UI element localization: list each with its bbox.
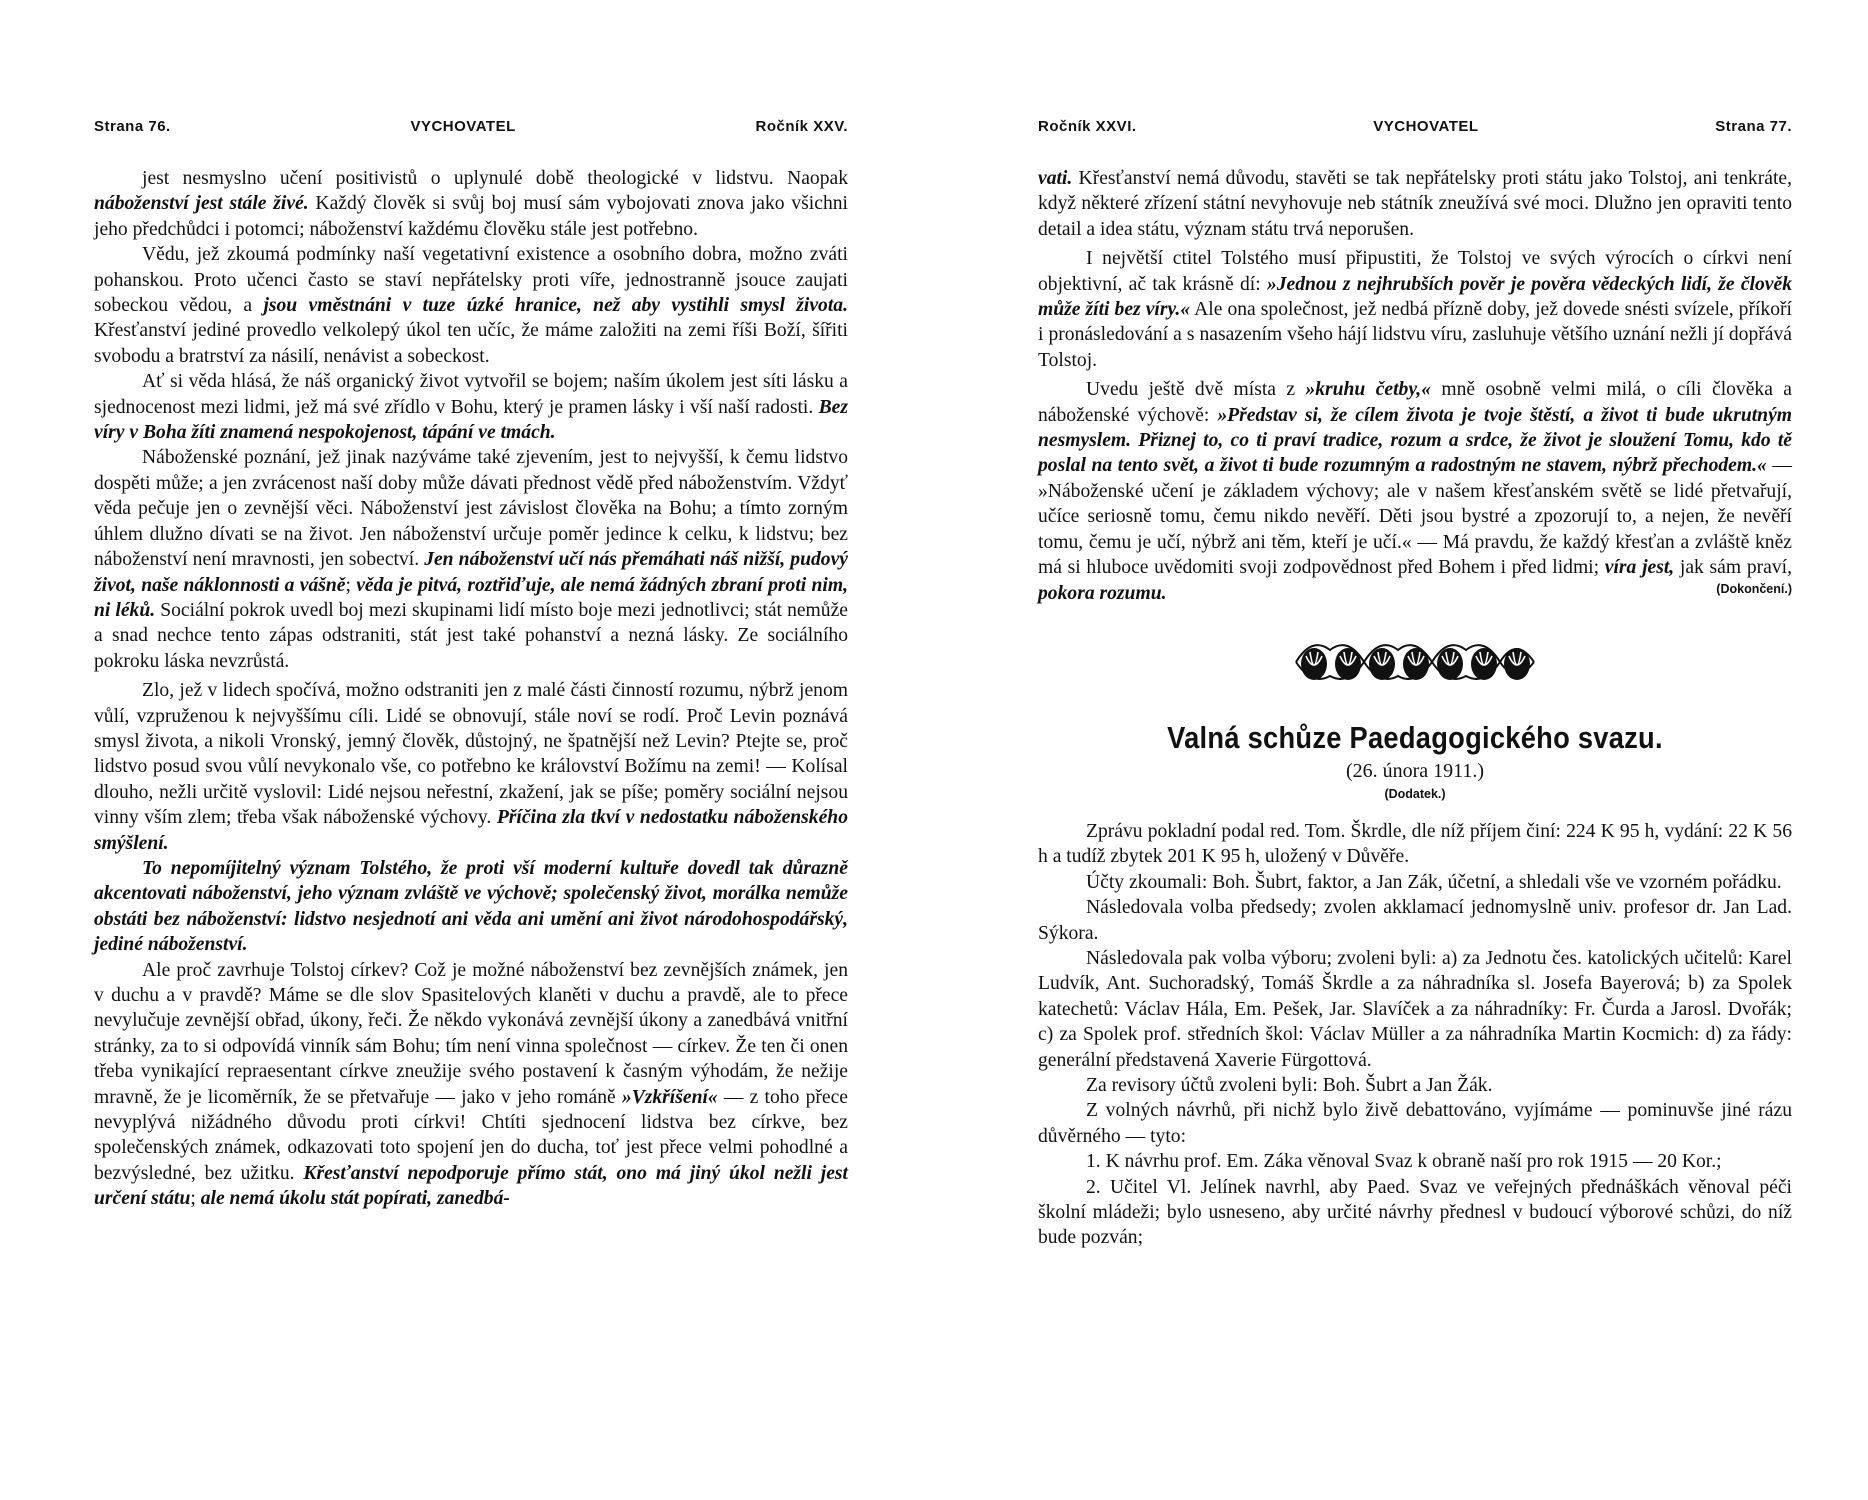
text-run: Zlo, jež v lidech spočívá, možno odstraniti jen z malé části činností rozumu, nýbrž jenom vůlí, vzpruženou k nejvyššímu cíli. Lidé se obnovují, stále noví se rodí. Proč Levin poznává smysl života, a nikoli Vronský, jemný člověk, důstojný, ne špatnější než Levin? Ptejte se, proč lidstvo posud svou vůlí nevykonalo vše, co potřebno ke království Božímu na zemi! — Kolísal dlouho, nežli určitě vyslovil: Lidé nejsou neřestní, zkažení, jak se píše; poměry sociální nejsou vinny vším zlem; třeba však náboženské výchovy. — [94, 680, 848, 829]
text-run: Křesťanství nemá důvodu, stavěti se tak nepřátelsky proti státu jako Tolstoj, ani tenkráte, když některé zřízení státní nevyhovuje neb státník zneužívá své moci. Dlužno jen opraviti tento detail a idea státu, význam státu trvá neporušen. — [1038, 168, 1792, 240]
journal-title: VYCHOVATEL — [1373, 118, 1479, 135]
emphasized-text: Křesťanství nepodporuje přímo stát, ono má jiný úkol nežli jest určení státu — [94, 1162, 849, 1210]
text-run: Následovala pak volba výboru; zvoleni byli: a) za Jednotu čes. katolických učitelů: Karel Ludvík, Ant. Suchoradský, Tomáš Škrdle a za náhradníka sl. Josefa Bayerová; b) za Spolek katechetů: Václav Hála, Em. Pešek, Jar. Slavíček a za náhradníky: Fr. Čurda a Jarosl. Dvořák; c) za Spolek prof. středních škol: Václav Müller a za náhradníka Martin Kocmich: d) za řády: generální představená Xaverie Fürgottová. — [1038, 947, 1792, 1071]
emphasized-text: náboženství jest stále živé. — [94, 193, 309, 215]
paragraph — [94, 856, 848, 958]
text-run: 1. K návrhu prof. Em. Záka věnoval Svaz k obraně naší pro rok 1915 — 20 Kor.; — [1086, 1151, 1722, 1173]
right-page — [1038, 118, 1792, 1251]
text-run: 2. Učitel Vl. Jelínek navrhl, aby Paed. Svaz ve veřejných přednáškách věnoval péči školní mládeži; bylo usneseno, aby určité návrhy přednesl v budoucí výborové schůzi, do níž bude pozván; — [1038, 1176, 1792, 1249]
page-number: Strana 77. — [1715, 118, 1792, 135]
left-page — [94, 118, 848, 1212]
emphasized-text: Jen náboženství učí nás přemáhati náš nižší, pudový život, naše náklonnosti a vášně — [94, 549, 848, 596]
text-run: Náboženské poznání, jež jinak nazýváme také zjevením, jest to nejvyšší, k čemu lidstvo dospěti může; a jen zvrácenost naší doby může dávati přednost vědě před náboženstvím. Vždyť věda pečuje jen o zevnější věci. Náboženství jest závislost člověka na Bohu; a tímto zorným úhlem dlužno dívati se na život. Jen náboženství určuje poměr jedince k celku, k lidstvu; bez náboženství není mravnosti, jen sobectví. — [94, 447, 848, 571]
emphasized-text: pokora rozumu. — [1038, 582, 1167, 604]
paragraph — [1038, 819, 1792, 870]
section-body-text — [1038, 819, 1792, 1251]
left-body-text — [94, 166, 848, 1212]
text-run: jak sám praví, — [1674, 557, 1792, 579]
paragraph — [1038, 246, 1792, 373]
text-run: ; — [190, 1188, 201, 1210]
emphasized-text: jsou vměstnáni v tuze úzké hranice, než aby vystihli smysl života. — [263, 295, 848, 317]
paragraph — [1038, 870, 1792, 895]
text-run: — »Náboženské učení je základem výchovy; ale v našem křesťanském světě se lidé přetvařují, učíce seriosně tomu, čemu nikdo nevěří. Děti jsou bystré a zpozorují to, a nejen, že nevěří tomu, čemu je učí, nýbrž ani těm, kteří je učí.« — Má pravdu, že každý křesťan a zvláště kněz má si hluboce uvědomiti svoji zodpovědnost před Bohem i před lidmi; — [1038, 455, 1793, 579]
text-run: Zprávu pokladní podal red. Tom. Škrdle, dle níž příjem činí: 224 K 95 h, vydání: 22 K 56 h a tudíž zbytek 201 K 95 h, uložený v Důvěře. — [1038, 820, 1792, 868]
paragraph — [1038, 895, 1792, 946]
running-head — [1038, 118, 1792, 140]
running-head — [94, 118, 848, 140]
paragraph — [1038, 377, 1792, 606]
section-note: (Dodatek.) — [1384, 786, 1446, 801]
paragraph — [1038, 946, 1792, 1073]
text-run: ; — [345, 574, 357, 596]
paragraph — [1038, 166, 1792, 242]
paragraph — [1038, 1073, 1792, 1098]
journal-title: VYCHOVATEL — [410, 118, 516, 135]
section-date: (26. února 1911.) — [1345, 759, 1485, 782]
emphasized-text: »Představ si, že cílem života je tvoje štěstí, a život ti bude ukrutným nesmyslem. Přiznej to, co ti praví tradice, rozum a srdce, že život je sloužení Tomu, kdo tě poslal na tento svět, a život ti bude rozumným a radostným ne stavem, nýbrž přechodem.« — [1038, 404, 1793, 477]
emphasized-text: víra jest, — [1604, 557, 1675, 579]
volume-label: Ročník XXVI. — [1038, 118, 1137, 135]
text-run: Ale proč zavrhuje Tolstoj církev? Což je možné náboženství bez zevnějších známek, jen v duchu a v pravdě? Máme se dle slov Spasitelových klaněti v duchu a pravdě, ale to přece nevylučuje zevnější obřad, úkony, řeči. Že někdo vykonává zevnější úkony a zanedbává vnitřní stránky, za to si odpovídá vinník sám Bohu; tím není vinna společnost — církev. Že ten či onen třeba vynikající repraesentant církve zneužije svého postavení k časným výhodám, že nežije mravně, že je licoměrník, že se přetvařuje — jako v jeho románě — [94, 959, 848, 1108]
text-run: I největší ctitel Tolstého musí připustiti, že Tolstoj ve svých výrocích o církvi není objektivní, ač tak krásně dí: — [1038, 248, 1792, 295]
text-run: Sociální pokrok uvedl boj mezi skupinami lidí místo boje mezi jednotlivci; stát nemůže a snad nechce tento zápas odstraniti, stát jest také pohanství a nezná lásky. Ze sociálního pokroku láska nevzrůstá. — [94, 599, 848, 672]
page-number: Strana 76. — [94, 118, 171, 135]
paragraph — [1038, 1149, 1792, 1174]
floral-garland-ornament-icon — [1038, 632, 1792, 692]
section-title: Valná schůze Paedagogického svazu. — [1167, 719, 1663, 755]
emphasized-text: »Jednou z nejhrubších pověr je pověra vědeckých lidí, že člověk může žíti bez víry.« — [1038, 273, 1792, 321]
text-run: Každý člověk si svůj boj musí sám vybojovati znova jako všichni jeho předchůdci i potomci; náboženství každému člověku stále jest potřebno. — [94, 193, 848, 240]
text-run: jest nesmyslno učení positivistů o uplynulé době theologické v lidstvu. Naopak — [142, 168, 848, 189]
floral-garland-ornament-icon — [1292, 632, 1538, 692]
text-run: Křesťanství jediné provedlo velkolepý úkol ten učíc, že máme založiti na zemi říši Boží, šířiti svobodu a bratrství za násilí, nenávist a sobeckost. — [94, 320, 848, 367]
paragraph — [94, 958, 848, 1212]
paragraph — [94, 242, 848, 369]
paragraph — [1038, 1175, 1792, 1251]
emphasized-text: To nepomíjitelný význam Tolstého, že proti vší moderní kultuře dovedl tak důrazně akcentovati náboženství, jeho význam zvláště ve výchově; společenský život, morálka nemůže obstáti bez náboženství: lidstvo nesjednotí ani věda ani umění ani život národohospodářský, jediné náboženství. — [94, 857, 848, 956]
text-run: Ale ona společnost, jež nedbá přízně doby, jež dovede snésti svízele, příkoří i pronásledování a s nasazením všeho hájí lidstvu víru, zasluhuje většího uznání nežli jí dopřává Tolstoj. — [1038, 299, 1792, 371]
emphasized-text: ale nemá úkolu stát popírati, zanedbá- — [200, 1188, 510, 1210]
text-run: Následovala volba předsedy; zvolen akklamací jednomyslně univ. profesor dr. Jan Lad. Sýkora. — [1038, 897, 1792, 944]
right-body-text — [1038, 166, 1792, 606]
text-run: Z volných návrhů, při nichž bylo živě debattováno, vyjímáme — pominuvše jiné rázu důvěrného — tyto: — [1038, 1100, 1792, 1147]
paragraph — [94, 166, 848, 242]
emphasized-text: Bez víry v Boha žíti znamená nespokojenost, tápání ve tmách. — [94, 396, 848, 444]
text-run: mně osobně velmi milá, o cíli člověka a náboženské výchově: — [1038, 379, 1792, 426]
text-run: Uvedu ještě dvě místa z — [1086, 379, 1306, 401]
emphasized-text: »kruhu četby,« — [1305, 379, 1431, 401]
emphasized-text: věda je pitvá, roztřiďuje, ale nemá žádných zbraní proti nim, ni léků. — [94, 574, 849, 621]
paragraph — [94, 678, 848, 856]
volume-label: Ročník XXV. — [755, 118, 848, 135]
text-run: Za revisory účtů zvoleni byli: Boh. Šubrt a Jan Žák. — [1086, 1074, 1493, 1096]
paragraph — [94, 369, 848, 445]
paragraph — [1038, 1098, 1792, 1149]
emphasized-text: vati. — [1038, 168, 1073, 189]
paragraph — [94, 445, 848, 674]
text-run: Ať si věda hlásá, že náš organický život vytvořil se bojem; naším úkolem jest síti lásku a sjednocenost mezi lidmi, jež má své zřídlo v Bohu, který je pramen lásky i vší naší radosti. — [94, 371, 848, 418]
emphasized-text: Příčina zla tkví v nedostatku náboženského smýšlení. — [94, 807, 848, 854]
text-run: Účty zkoumali: Boh. Šubrt, faktor, a Jan Zák, účetní, a shledali vše ve vzorném pořádku. — [1086, 871, 1782, 893]
text-run: — z toho přece nevyplývá nižádného důvodu proti církvi! Chtíti sjednocení lidstva bez církve, bez společenských známek, odkazovati toto spojení jen do ducha, toť jest přece velmi pohodlné a bezvýsledné, bez užitku. — [94, 1086, 848, 1184]
text-run: Vědu, jež zkoumá podmínky naší vegetativní existence a osobního dobra, možno zváti pohanskou. Proto učenci často se staví nepřátelsky proti víře, jednostranně jsouce zaujati sobeckou vědou, a — [94, 244, 848, 317]
emphasized-text: »Vzkříšení« — [621, 1086, 718, 1108]
continuation-note: (Dokončení.) — [1716, 581, 1792, 596]
